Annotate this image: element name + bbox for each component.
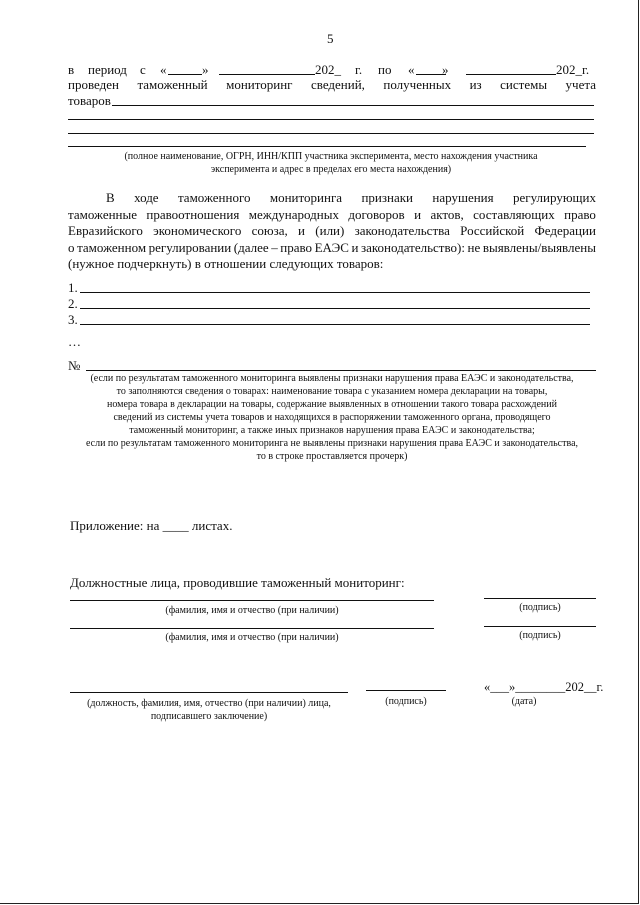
month-blank[interactable] (466, 74, 556, 75)
day-blank[interactable] (168, 74, 202, 75)
word: таможенном (77, 239, 147, 255)
goods-item-line[interactable] (80, 324, 590, 325)
period-word: с (140, 62, 146, 77)
period-word: 202_г. (556, 62, 590, 77)
caption-line: (должность, фамилия, имя, отчество (при наличии) лица, (87, 698, 331, 709)
word: международных (248, 206, 339, 222)
period-word: « (408, 62, 415, 77)
period-word: из (469, 77, 482, 92)
word: В (106, 190, 115, 205)
official-name-line[interactable] (70, 600, 434, 601)
caption-line: то в строке проставляется прочерк) (256, 451, 408, 462)
signer-date-caption: (дата) (511, 696, 537, 707)
goods-item-number: 2. (68, 296, 78, 311)
word: законодательства (354, 223, 450, 238)
period-word: сведений, (310, 77, 365, 92)
word: право (564, 206, 596, 222)
goods-caption (62, 372, 602, 463)
word: таможенные (68, 206, 138, 222)
signer-signature-caption: (подпись) (385, 696, 427, 707)
word: (далее (233, 239, 269, 255)
signer-signature-line[interactable] (366, 690, 446, 691)
caption-line: (если по результатам таможенного мониторинга выявлены признаки нарушения права ЕАЭС и законодательства, (90, 373, 574, 384)
word: Евразийского (68, 223, 143, 238)
goods-item-number: 1. (68, 280, 78, 295)
word: нарушения (432, 190, 494, 205)
word: о (68, 239, 75, 255)
word: законодательство): (360, 239, 465, 255)
caption-line: если по результатам таможенного мониторинга не выявлены признаки нарушения права ЕАЭС и законодательства, (85, 438, 579, 449)
period-word: в (68, 62, 75, 77)
paragraph-line (68, 223, 596, 240)
caption-line: сведений из системы учета товаров и находящихся в распоряжении таможенного органа, проводящего (113, 412, 551, 423)
participant-blank-line[interactable] (68, 119, 594, 120)
page-number: 5 (327, 31, 334, 46)
goods-item-number: 3. (68, 312, 78, 327)
goods-blank-line[interactable] (112, 105, 594, 106)
appendix-pages-blank[interactable]: ____ (162, 518, 189, 533)
word: регулирующих (513, 190, 596, 205)
caption-line: (полное наименование, ОГРН, ИНН/КПП участника эксперимента, место нахождения участника (124, 151, 538, 162)
participant-blank-line[interactable] (68, 133, 594, 134)
word: и (414, 206, 422, 222)
official-signature-line[interactable] (484, 626, 596, 627)
signer-date-field[interactable]: «___»________202__г. (484, 680, 604, 694)
caption-line: эксперимента и адрес в пределах его места нахождения) (210, 164, 452, 175)
period-word: полученных (383, 77, 452, 92)
word: ходе (134, 190, 159, 205)
period-word: по (378, 62, 392, 77)
word: Федерации (534, 223, 596, 238)
official-name-caption: (фамилия, имя и отчество (при наличии) (165, 605, 339, 616)
word: Российской (460, 223, 525, 238)
period-word: системы (500, 77, 548, 92)
goods-number-line[interactable] (86, 370, 596, 371)
word: ЕАЭС (314, 239, 349, 255)
participant-caption (68, 150, 594, 176)
findings-paragraph (68, 190, 596, 273)
word: право (280, 239, 313, 255)
word: и (351, 239, 359, 255)
word: не (467, 239, 481, 255)
paragraph-line (68, 190, 596, 207)
period-line-2 (68, 77, 596, 93)
number-sign: № (68, 358, 81, 373)
appendix-suffix: листах. (191, 518, 233, 533)
period-word: « (160, 62, 167, 77)
word: союза, (251, 223, 288, 238)
word: договоров (348, 206, 405, 222)
official-signature-caption: (подпись) (519, 602, 561, 613)
word: мониторинга (269, 190, 343, 205)
goods-label: товаров (68, 93, 111, 108)
paragraph-line (68, 240, 596, 257)
word: экономического (153, 223, 242, 238)
period-word: учета (565, 77, 596, 92)
appendix-prefix: Приложение: на (70, 518, 160, 533)
paragraph-line (68, 207, 596, 224)
word: таможенного (177, 190, 251, 205)
word: – (271, 239, 278, 255)
word: (нужное подчеркнуть) в отношении следующих товаров: (68, 256, 384, 271)
officials-heading: Должностные лица, проводившие таможенный мониторинг: (70, 575, 405, 590)
paragraph-line (68, 256, 596, 273)
period-word: » (202, 62, 209, 77)
word: актов, (430, 206, 464, 222)
appendix-line (70, 518, 232, 534)
word: выявлены/выявлены (482, 239, 596, 255)
caption-line: номера товара в декларации на товары, содержание выявленных в отношении такого товара расхождений (107, 399, 557, 410)
word: (или) (315, 223, 345, 238)
signer-position-caption (70, 697, 348, 723)
word: составляющих (473, 206, 555, 222)
period-word: мониторинг (226, 77, 293, 92)
period-line (68, 62, 596, 78)
ellipsis: … (68, 334, 81, 349)
period-word: период (88, 62, 127, 77)
period-word: таможенный (137, 77, 208, 92)
signer-position-line[interactable] (70, 692, 348, 693)
caption-line: подписавшего заключение) (150, 711, 268, 722)
participant-blank-line[interactable] (68, 146, 586, 147)
goods-item-line[interactable] (80, 308, 590, 309)
official-name-caption: (фамилия, имя и отчество (при наличии) (165, 632, 339, 643)
goods-item-line[interactable] (80, 292, 590, 293)
official-signature-caption: (подпись) (519, 630, 561, 641)
official-signature-line[interactable] (484, 598, 596, 599)
word: правоотношения (146, 206, 240, 222)
month-blank[interactable] (219, 74, 315, 75)
period-word: 202_ (315, 62, 341, 77)
official-name-line[interactable] (70, 628, 434, 629)
caption-line: таможенный мониторинг, а также иных признаков нарушения права ЕАЭС и законодательства; (129, 425, 535, 436)
period-word: » (442, 62, 449, 77)
word: признаки (361, 190, 413, 205)
period-word: проведен (68, 77, 119, 92)
word: регулировании (148, 239, 232, 255)
caption-line: то заполняются сведения о товарах: наименование товара с указанием номера декларации на товары, (116, 386, 548, 397)
period-word: г. (355, 62, 363, 77)
word: и (298, 223, 305, 238)
